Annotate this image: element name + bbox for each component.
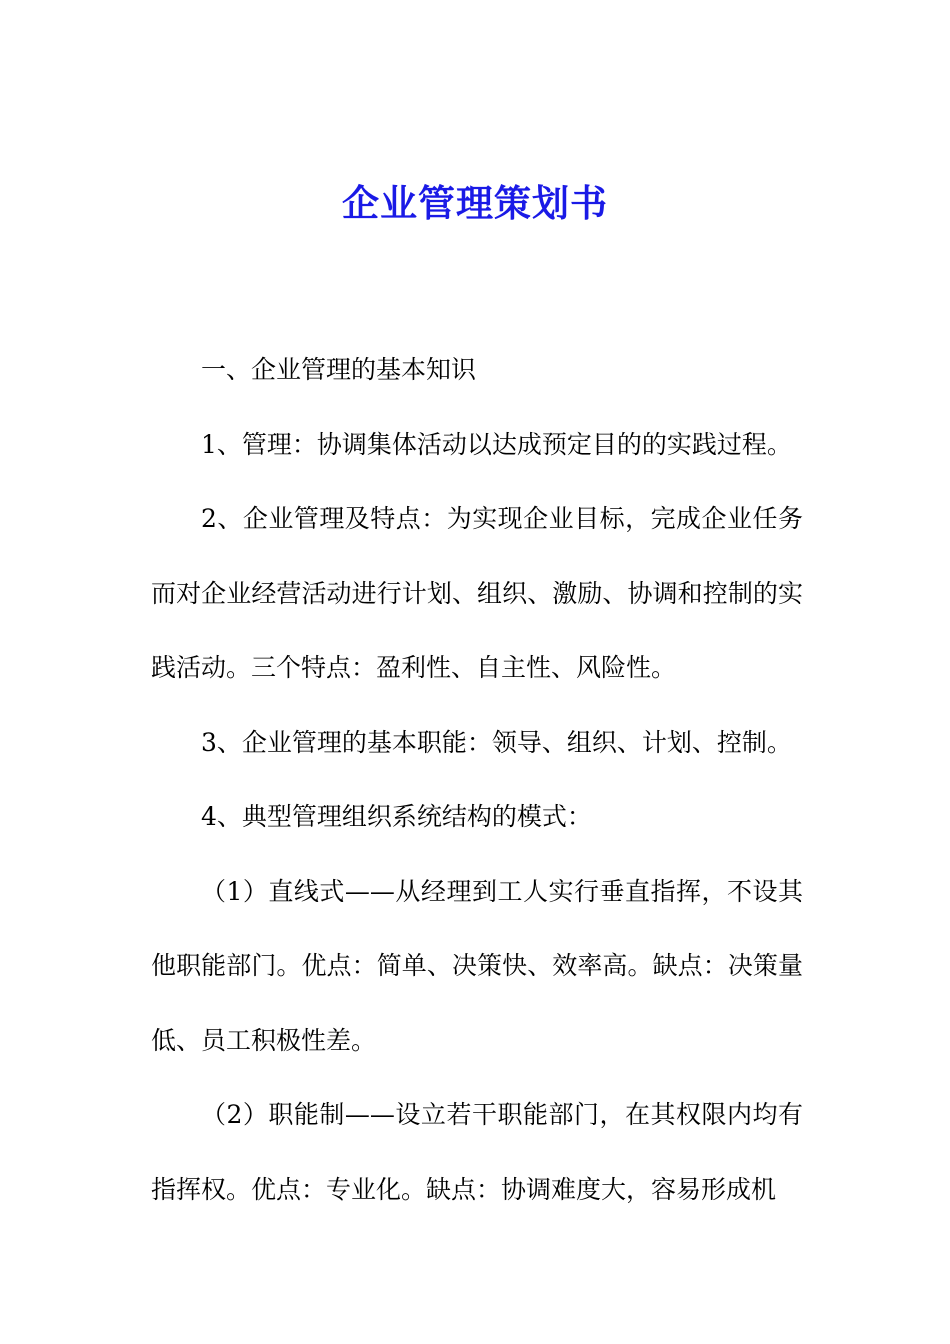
paragraph-organization-modes: 4、典型管理组织系统结构的模式：: [201, 802, 592, 831]
paragraph-enterprise-management: 2、企业管理及特点：为实现企业目标，完成企业任务而对企业经营活动进行计划、组织、激励、协调和控制的实践活动。三个特点：盈利性、自主性、风险性。: [151, 504, 803, 682]
paragraph-management-definition: 1、管理：协调集体活动以达成预定目的的实践过程。: [201, 429, 792, 459]
paragraph-basic-functions: 3、企业管理的基本职能：领导、组织、计划、控制。: [201, 727, 792, 757]
paragraph-functional-mode: （2）职能制——设立若干职能部门，在其权限内均有指挥权。优点：专业化。缺点：协调难度大，容易形成机: [151, 1100, 803, 1204]
document-title: 企业管理策划书: [342, 181, 608, 225]
document-body: [151, 333, 803, 1227]
section-heading: 一、企业管理的基本知识: [201, 355, 477, 384]
paragraph-linear-mode: （1）直线式——从经理到工人实行垂直指挥，不设其他职能部门。优点：简单、决策快、效率高。缺点：决策量低、员工积极性差。: [151, 876, 803, 1055]
